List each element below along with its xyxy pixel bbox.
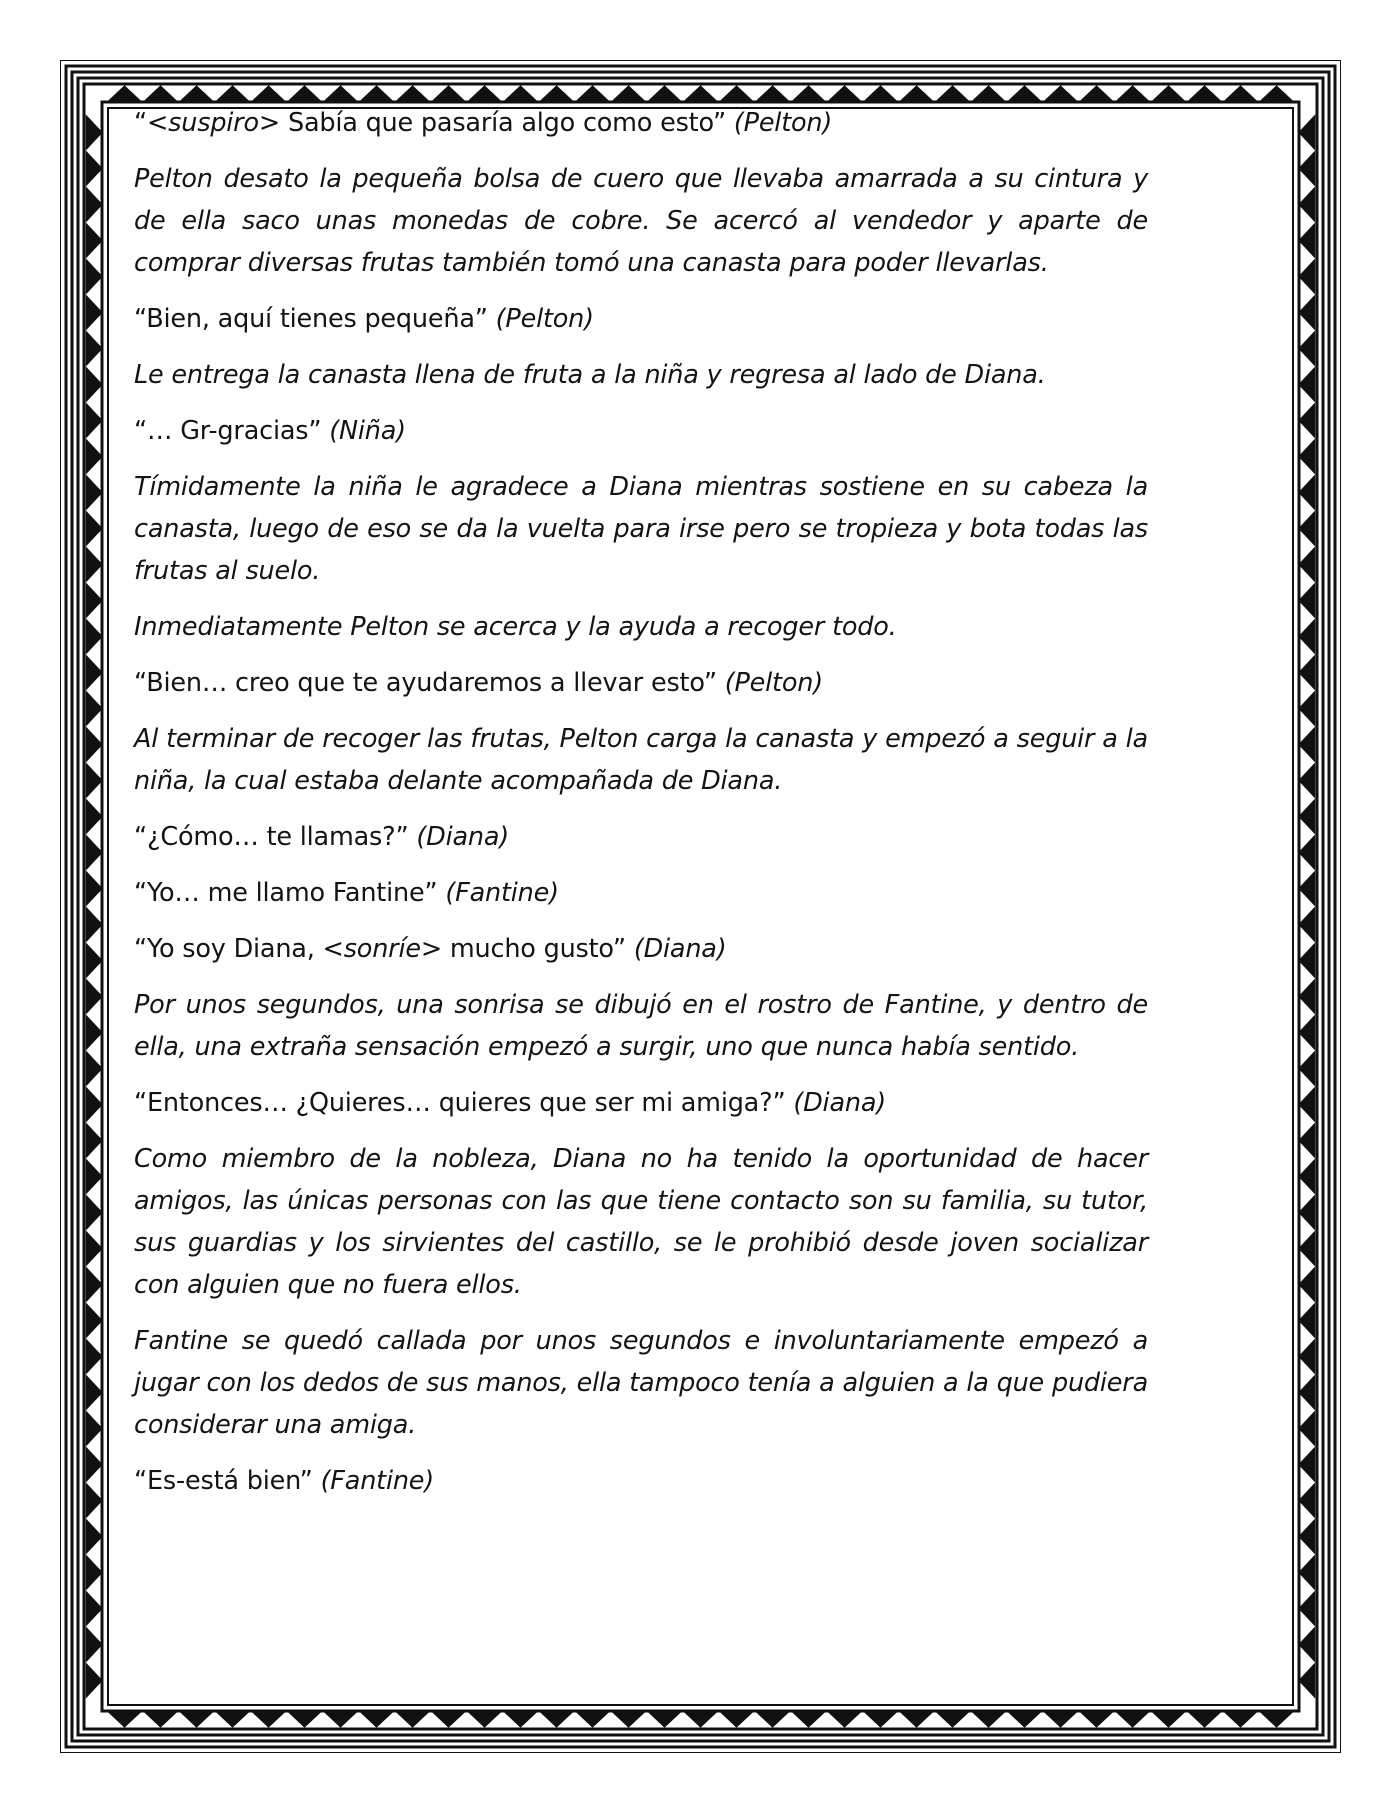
border-triangle bbox=[87, 406, 101, 436]
border-triangle bbox=[1154, 1712, 1184, 1726]
border-triangle bbox=[182, 87, 212, 101]
speaker-name: (Pelton) bbox=[733, 108, 833, 138]
border-triangle bbox=[87, 1198, 101, 1228]
border-triangle bbox=[1300, 226, 1314, 256]
border-triangle bbox=[182, 1712, 212, 1726]
border-triangle bbox=[1190, 1712, 1220, 1726]
border-triangle bbox=[1300, 370, 1314, 400]
border-triangle bbox=[87, 1234, 101, 1264]
dialogue-text: “Bien, aquí tienes pequeña” bbox=[134, 304, 488, 334]
border-triangle bbox=[974, 1712, 1004, 1726]
border-triangle bbox=[87, 622, 101, 652]
border-triangle bbox=[1118, 1712, 1148, 1726]
speaker-name: (Fantine) bbox=[320, 1466, 435, 1496]
border-triangle bbox=[398, 87, 428, 101]
border-triangle bbox=[686, 1712, 716, 1726]
border-triangle bbox=[1300, 1270, 1314, 1300]
dialogue-text: “Bien… creo que te ayudaremos a llevar esto” bbox=[134, 668, 717, 698]
border-triangle bbox=[87, 478, 101, 508]
border-triangle bbox=[830, 87, 860, 101]
border-triangle bbox=[1300, 442, 1314, 472]
border-triangle bbox=[758, 87, 788, 101]
border-triangle bbox=[1300, 730, 1314, 760]
border-triangle bbox=[87, 1306, 101, 1336]
border-triangle bbox=[506, 87, 536, 101]
border-triangle bbox=[1300, 694, 1314, 724]
border-triangle bbox=[830, 1712, 860, 1726]
border-triangle bbox=[1300, 298, 1314, 328]
border-triangle bbox=[1262, 1712, 1292, 1726]
border-triangle bbox=[1300, 118, 1314, 148]
border-triangle bbox=[1118, 87, 1148, 101]
border-triangle bbox=[1300, 586, 1314, 616]
border-triangle bbox=[1226, 87, 1256, 101]
border-triangle bbox=[87, 1126, 101, 1156]
border-triangle bbox=[1226, 1712, 1256, 1726]
border-triangle bbox=[254, 1712, 284, 1726]
border-triangle bbox=[87, 1054, 101, 1084]
border-triangle bbox=[1300, 802, 1314, 832]
border-triangle bbox=[578, 1712, 608, 1726]
border-triangle bbox=[326, 87, 356, 101]
border-triangle bbox=[722, 87, 752, 101]
dialogue-line bbox=[134, 816, 1148, 858]
border-triangle bbox=[87, 766, 101, 796]
border-triangle bbox=[1300, 550, 1314, 580]
speaker-name: (Niña) bbox=[329, 416, 406, 446]
border-triangle bbox=[866, 87, 896, 101]
border-triangle bbox=[1300, 1666, 1314, 1696]
dialogue-line bbox=[134, 928, 1148, 970]
border-triangle bbox=[398, 1712, 428, 1726]
narration-paragraph: Al terminar de recoger las frutas, Pelton carga la canasta y empezó a seguir a la niña, la cual estaba delante acompañada de Diana. bbox=[134, 724, 1148, 796]
dialogue-line bbox=[134, 872, 1148, 914]
border-triangle bbox=[542, 1712, 572, 1726]
border-triangle bbox=[1300, 1450, 1314, 1480]
border-triangle bbox=[1300, 1090, 1314, 1120]
border-triangle bbox=[87, 334, 101, 364]
border-triangle bbox=[1300, 874, 1314, 904]
border-triangle bbox=[1300, 766, 1314, 796]
narration-paragraph: Por unos segundos, una sonrisa se dibujó en el rostro de Fantine, y dentro de ella, una extraña sensación empezó a surgir, uno que nunca había sentido. bbox=[134, 990, 1148, 1062]
border-triangle bbox=[87, 838, 101, 868]
narration-paragraph: Pelton desato la pequeña bolsa de cuero que llevaba amarrada a su cintura y de ella saco unas monedas de cobre. Se acercó al vendedor y aparte de comprar diversas frutas también tomó una canasta para poder llevarlas. bbox=[134, 164, 1148, 278]
border-triangle bbox=[614, 1712, 644, 1726]
dialogue-line bbox=[134, 410, 1148, 452]
border-triangle bbox=[87, 1522, 101, 1552]
border-triangle bbox=[87, 1270, 101, 1300]
border-triangle bbox=[87, 370, 101, 400]
border-triangle bbox=[578, 87, 608, 101]
dialogue-line bbox=[134, 1460, 1148, 1502]
dialogue-line bbox=[134, 102, 1148, 144]
border-triangle bbox=[290, 1712, 320, 1726]
border-triangle bbox=[650, 1712, 680, 1726]
narration-paragraph: Inmediatamente Pelton se acerca y la ayuda a recoger todo. bbox=[134, 612, 897, 642]
narration-paragraph: Fantine se quedó callada por unos segundos e involuntariamente empezó a jugar con los dedos de sus manos, ella tampoco tenía a alguien a la que pudiera considerar una amiga. bbox=[134, 1326, 1148, 1440]
dialogue-text: Sabía que pasaría algo como esto” bbox=[280, 108, 726, 138]
border-triangle bbox=[87, 1666, 101, 1696]
border-triangle bbox=[938, 1712, 968, 1726]
border-triangle bbox=[1046, 1712, 1076, 1726]
border-triangle bbox=[866, 1712, 896, 1726]
border-triangle bbox=[1190, 87, 1220, 101]
border-triangle bbox=[1046, 87, 1076, 101]
border-triangle bbox=[87, 118, 101, 148]
border-triangle bbox=[87, 874, 101, 904]
border-triangle bbox=[722, 1712, 752, 1726]
border-triangle bbox=[470, 1712, 500, 1726]
speaker-name: (Pelton) bbox=[724, 668, 823, 698]
border-triangle bbox=[1300, 1234, 1314, 1264]
border-triangle bbox=[1300, 262, 1314, 292]
border-triangle bbox=[1300, 406, 1314, 436]
border-triangle bbox=[87, 658, 101, 688]
border-triangle bbox=[110, 1712, 140, 1726]
border-triangle bbox=[87, 1630, 101, 1660]
border-triangle bbox=[1300, 1594, 1314, 1624]
border-triangle bbox=[1154, 87, 1184, 101]
border-triangle bbox=[1300, 154, 1314, 184]
border-triangle bbox=[1300, 1198, 1314, 1228]
dialogue-text: “Es-está bien” bbox=[134, 1466, 313, 1496]
border-triangle bbox=[758, 1712, 788, 1726]
border-triangle bbox=[1300, 946, 1314, 976]
border-triangle bbox=[1300, 514, 1314, 544]
border-triangle bbox=[686, 87, 716, 101]
border-triangle bbox=[1300, 1414, 1314, 1444]
border-triangle bbox=[87, 1090, 101, 1120]
border-triangle bbox=[87, 442, 101, 472]
speaker-name: (Pelton) bbox=[495, 304, 594, 334]
border-triangle bbox=[110, 87, 140, 101]
border-triangle bbox=[87, 910, 101, 940]
border-triangle bbox=[87, 514, 101, 544]
narration-paragraph: Como miembro de la nobleza, Diana no ha tenido la oportunidad de hacer amigos, las únicas personas con las que tiene contacto son su familia, su tutor, sus guardias y los sirvientes del castillo, se le prohibió desde joven socializar con alguien que no fuera ellos. bbox=[134, 1144, 1148, 1300]
border-triangle bbox=[434, 1712, 464, 1726]
border-triangle bbox=[1010, 1712, 1040, 1726]
border-triangle bbox=[1300, 982, 1314, 1012]
border-triangle bbox=[326, 1712, 356, 1726]
dialogue-line bbox=[134, 1082, 1148, 1124]
border-triangle bbox=[650, 87, 680, 101]
border-triangle bbox=[1300, 1630, 1314, 1660]
border-triangle bbox=[87, 1342, 101, 1372]
dialogue-text: “¿Cómo… te llamas?” bbox=[134, 822, 409, 852]
border-triangle bbox=[1300, 838, 1314, 868]
border-triangle bbox=[87, 154, 101, 184]
border-triangle bbox=[87, 226, 101, 256]
border-triangle bbox=[87, 1450, 101, 1480]
dialogue-line bbox=[134, 662, 1148, 704]
border-triangle bbox=[362, 87, 392, 101]
narration-paragraph: Tímidamente la niña le agradece a Diana mientras sostiene en su cabeza la canasta, luego de eso se da la vuelta para irse pero se tropieza y bota todas las frutas al suelo. bbox=[134, 472, 1148, 586]
border-triangle bbox=[1300, 334, 1314, 364]
border-triangle bbox=[1082, 87, 1112, 101]
border-triangle bbox=[794, 1712, 824, 1726]
border-triangle bbox=[614, 87, 644, 101]
border-triangle bbox=[87, 1558, 101, 1588]
dialogue-text: mucho gusto” bbox=[442, 934, 626, 964]
border-triangle bbox=[87, 190, 101, 220]
border-triangle bbox=[1300, 1342, 1314, 1372]
border-triangle bbox=[87, 262, 101, 292]
border-triangle bbox=[218, 1712, 248, 1726]
border-triangle bbox=[87, 1162, 101, 1192]
border-triangle bbox=[1300, 1378, 1314, 1408]
border-triangle bbox=[794, 87, 824, 101]
border-triangle bbox=[1300, 1558, 1314, 1588]
border-triangle bbox=[938, 87, 968, 101]
border-triangle bbox=[87, 586, 101, 616]
border-triangle bbox=[1010, 87, 1040, 101]
border-triangle bbox=[87, 1414, 101, 1444]
border-triangle bbox=[1300, 1522, 1314, 1552]
speaker-name: (Diana) bbox=[633, 934, 727, 964]
border-triangle bbox=[146, 87, 176, 101]
border-triangle bbox=[87, 1594, 101, 1624]
border-triangle bbox=[254, 87, 284, 101]
border-triangle bbox=[87, 550, 101, 580]
dialogue-open: “Yo soy Diana, bbox=[134, 934, 323, 964]
border-triangle bbox=[542, 87, 572, 101]
border-triangle bbox=[87, 298, 101, 328]
border-triangle bbox=[1300, 1486, 1314, 1516]
border-triangle bbox=[1262, 87, 1292, 101]
border-triangle bbox=[87, 946, 101, 976]
border-triangle bbox=[290, 87, 320, 101]
border-triangle bbox=[87, 1486, 101, 1516]
border-triangle bbox=[1300, 1162, 1314, 1192]
speaker-name: (Diana) bbox=[416, 822, 510, 852]
border-triangle bbox=[1300, 910, 1314, 940]
border-triangle bbox=[974, 87, 1004, 101]
border-triangle bbox=[87, 1378, 101, 1408]
narration-paragraph: Le entrega la canasta llena de fruta a la niña y regresa al lado de Diana. bbox=[134, 360, 1046, 390]
speaker-name: (Diana) bbox=[793, 1088, 887, 1118]
dialogue-text: “Entonces… ¿Quieres… quieres que ser mi amiga?” bbox=[134, 1088, 786, 1118]
border-triangle bbox=[1300, 1126, 1314, 1156]
border-triangle bbox=[1300, 478, 1314, 508]
border-triangle bbox=[470, 87, 500, 101]
dialogue-line bbox=[134, 298, 1148, 340]
border-triangle bbox=[87, 694, 101, 724]
border-triangle bbox=[506, 1712, 536, 1726]
stage-direction: <suspiro> bbox=[147, 108, 281, 138]
border-triangle bbox=[218, 87, 248, 101]
border-triangle bbox=[1300, 1306, 1314, 1336]
dialogue-text: “… Gr-gracias” bbox=[134, 416, 322, 446]
border-triangle bbox=[434, 87, 464, 101]
border-triangle bbox=[87, 730, 101, 760]
dialogue-open: “ bbox=[134, 108, 148, 138]
border-triangle bbox=[1300, 622, 1314, 652]
border-triangle bbox=[87, 982, 101, 1012]
border-triangle bbox=[1082, 1712, 1112, 1726]
speaker-name: (Fantine) bbox=[445, 878, 559, 908]
border-triangle bbox=[87, 1018, 101, 1048]
border-triangle bbox=[902, 1712, 932, 1726]
stage-direction: <sonríe> bbox=[322, 934, 442, 964]
border-triangle bbox=[1300, 1054, 1314, 1084]
border-triangle bbox=[362, 1712, 392, 1726]
border-triangle bbox=[902, 87, 932, 101]
border-triangle bbox=[1300, 190, 1314, 220]
border-triangle bbox=[1300, 1018, 1314, 1048]
document-body bbox=[134, 102, 1148, 1552]
dialogue-text: “Yo… me llamo Fantine” bbox=[134, 878, 438, 908]
border-triangle bbox=[1300, 658, 1314, 688]
border-triangle bbox=[146, 1712, 176, 1726]
border-triangle bbox=[87, 802, 101, 832]
